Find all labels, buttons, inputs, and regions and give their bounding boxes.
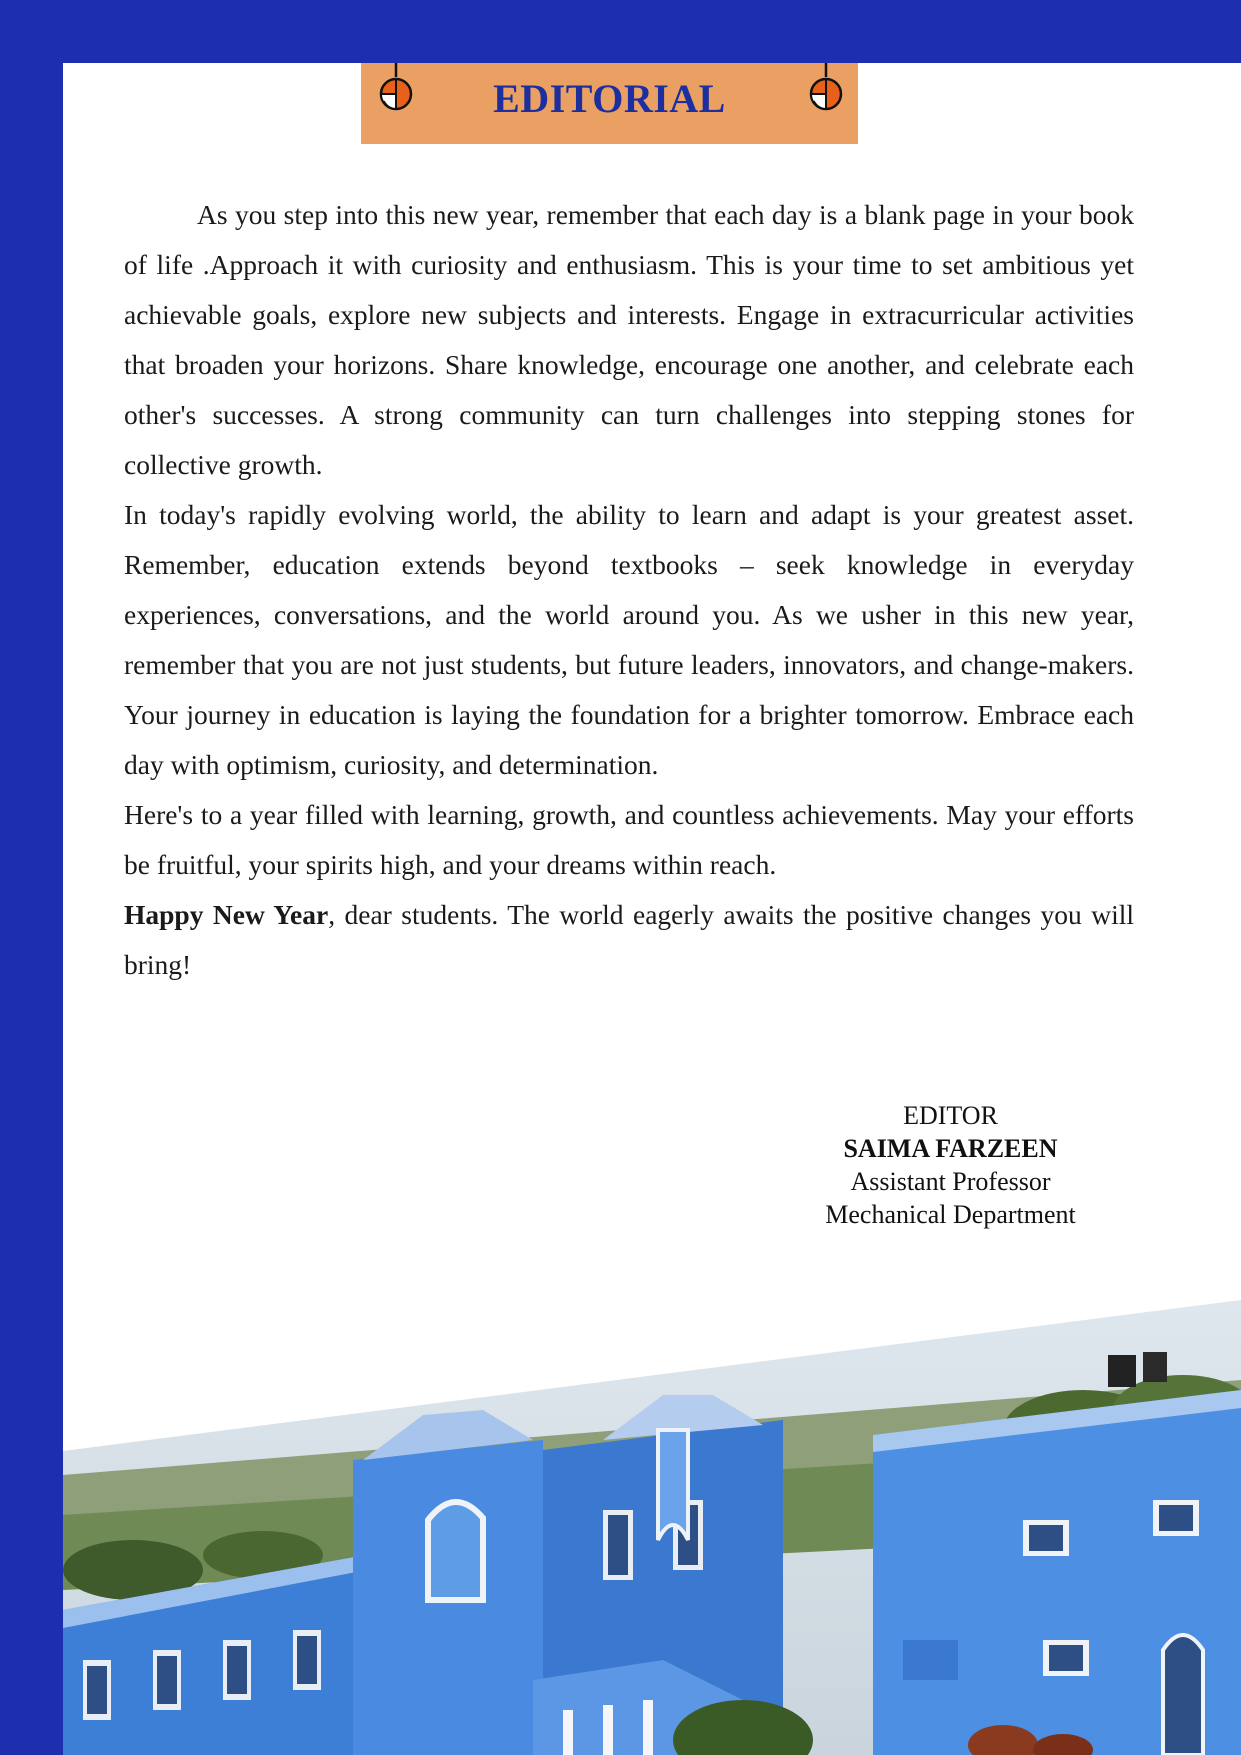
paragraph-2: In today's rapidly evolving world, the ability to learn and adapt is your greatest asset. Remember, education extends beyond textbooks – seek knowledge in everyday experiences, conversations, and the world around you. As we usher in this new year, remember that you are not just students, but future leaders, innovators, and change-makers. Your journey in education is laying the foundation for a brighter tomorrow. Embrace each day with optimism, curiosity, and determination. (124, 499, 1134, 780)
signature-role: EDITOR (903, 1101, 998, 1130)
page (63, 63, 1241, 1755)
greeting-rest: , dear students. The world eagerly awaits the positive changes you will bring! (124, 899, 1134, 980)
hanging-ornament-icon (806, 63, 846, 115)
campus-building-photo (63, 1300, 1241, 1755)
signature-block (763, 1099, 1138, 1231)
paragraph-3: Here's to a year filled with learning, growth, and countless achievements. May your efforts be fruitful, your spirits high, and your dreams within reach. (124, 799, 1134, 880)
editorial-body (124, 190, 1134, 990)
page-title: EDITORIAL (493, 76, 726, 121)
paragraph-1: As you step into this new year, remember that each day is a blank page in your book of life .Approach it with curiosity and enthusiasm. This is your time to set ambitious yet achievable goals, explore new subjects and interests. Engage in extracurricular activities that broaden your horizons. Share knowledge, encourage one another, and celebrate each other's successes. A strong community can turn challenges into stepping stones for collective growth. (124, 199, 1134, 480)
title-banner (361, 63, 858, 144)
greeting-bold: Happy New Year (124, 899, 329, 930)
signature-designation: Assistant Professor (850, 1167, 1051, 1196)
paragraph-4 (124, 890, 1134, 990)
signature-name: SAIMA FARZEEN (843, 1134, 1058, 1163)
signature-department: Mechanical Department (825, 1200, 1076, 1229)
